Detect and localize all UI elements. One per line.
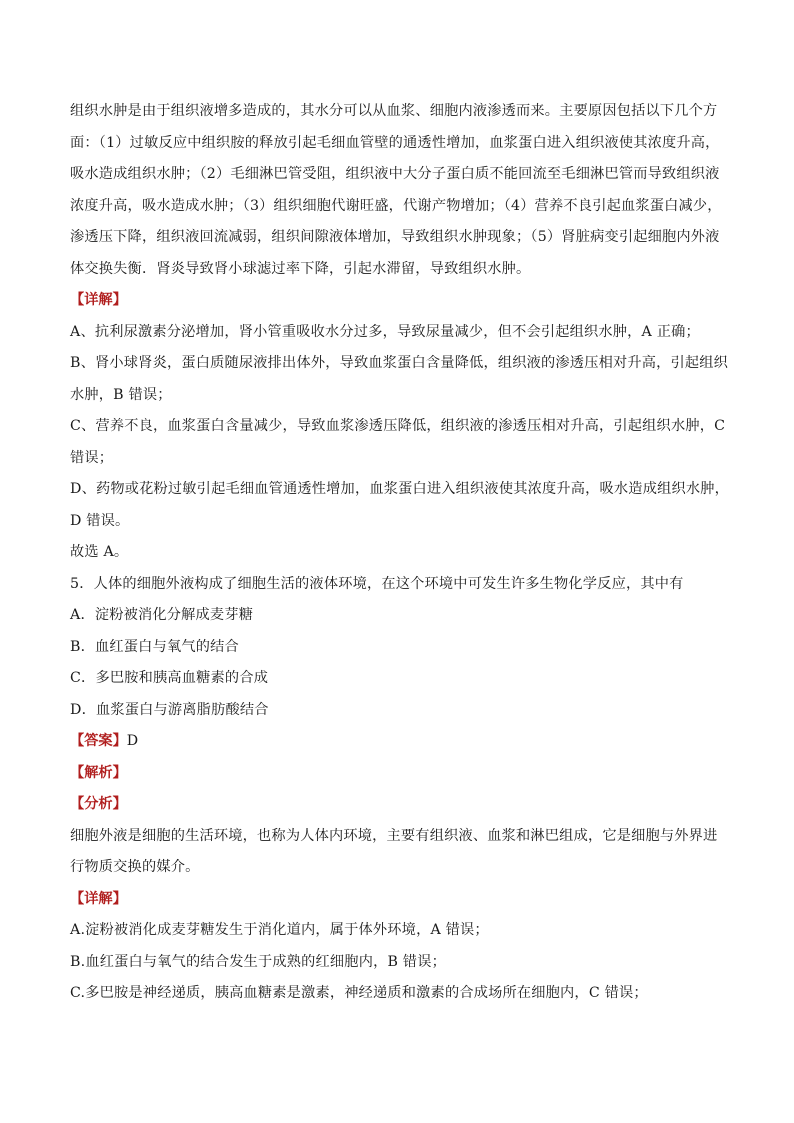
q4-detail-item-a: A、抗利尿激素分泌增加，肾小管重吸收水分过多，导致尿量减少，但不会引起组织水肿，A 正确； (70, 323, 700, 340)
q4-detail-item-d: D、药物或花粉过敏引起毛细血管通透性增加，血浆蛋白进入组织液使其浓度升高，吸水造成组织水肿，D 错误。 (70, 481, 730, 529)
q5-detail-heading: 【详解】 (70, 890, 127, 907)
q5-answer-value: D (126, 733, 139, 749)
intro-paragraph: 组织水肿是由于组织液增多造成的，其水分可以从血浆、细胞内液渗透而来。主要原因包括以下几个方面：（1）过敏反应中组织胺的释放引起毛细血管壁的通透性增加，血浆蛋白进入组织液使其浓度升高，吸水造成组织水肿；（2）毛细淋巴管受阻，组织液中大分子蛋白质不能回流至毛细淋巴管而导致组织液浓度升高，吸水造成水肿；（3）组织细胞代谢旺盛，代谢产物增加；（4）营养不良引起血浆蛋白减少，渗透压下降，组织液回流减弱，组织间隙液体增加，导致组织水肿现象；（5）肾脏病变引起细胞内外液体交换失衡．肾炎导致肾小球滤过率下降，引起水滞留，导致组织水肿。 (70, 103, 722, 277)
q5-detail-item-c: C.多巴胺是神经递质，胰高血糖素是激素，神经递质和激素的合成场所在细胞内，C 错误； (70, 985, 648, 1001)
q4-detail-item-c: C、营养不良，血浆蛋白含量减少，导致血浆渗透压降低，组织液的渗透压相对升高，引起组织水肿，C 错误； (70, 418, 726, 466)
q4-detail-heading: 【详解】 (70, 292, 127, 308)
document-page (70, 96, 730, 1010)
q5-option-c: C．多巴胺和胰高血糖素的合成 (70, 670, 269, 686)
q4-detail-item-b: B、肾小球肾炎，蛋白质随尿液排出体外，导致血浆蛋白含量降低，组织液的渗透压相对升高，引起组织水肿，B 错误； (70, 355, 729, 403)
q5-stem: 5．人体的细胞外液构成了细胞生活的液体环境，在这个环境中可发生许多生物化学反应，其中有 (70, 575, 684, 592)
q5-detail-item-b: B.血红蛋白与氧气的结合发生于成熟的红细胞内，B 错误； (70, 953, 446, 970)
q5-detail-item-a: A.淀粉被消化成麦芽糖发生于消化道内，属于体外环境，A 错误； (70, 922, 489, 938)
q5-answer (70, 726, 730, 758)
q5-fenxi-text: 细胞外液是细胞的生活环境，也称为人体内环境，主要有组织液、血浆和淋巴组成，它是细胞与外界进行物质交换的媒介。 (70, 827, 718, 875)
q5-fenxi-heading: 【分析】 (70, 796, 127, 812)
q5-option-d: D．血浆蛋白与游离脂肪酸结合 (70, 701, 269, 718)
q5-option-b: B．血红蛋白与氧气的结合 (70, 638, 239, 655)
q5-option-a: A．淀粉被消化分解成麦芽糖 (70, 607, 254, 623)
q4-conclusion: 故选 A。 (70, 544, 129, 560)
q5-answer-tag: 【答案】 (70, 733, 127, 749)
q5-analysis-heading: 【解析】 (70, 764, 127, 781)
